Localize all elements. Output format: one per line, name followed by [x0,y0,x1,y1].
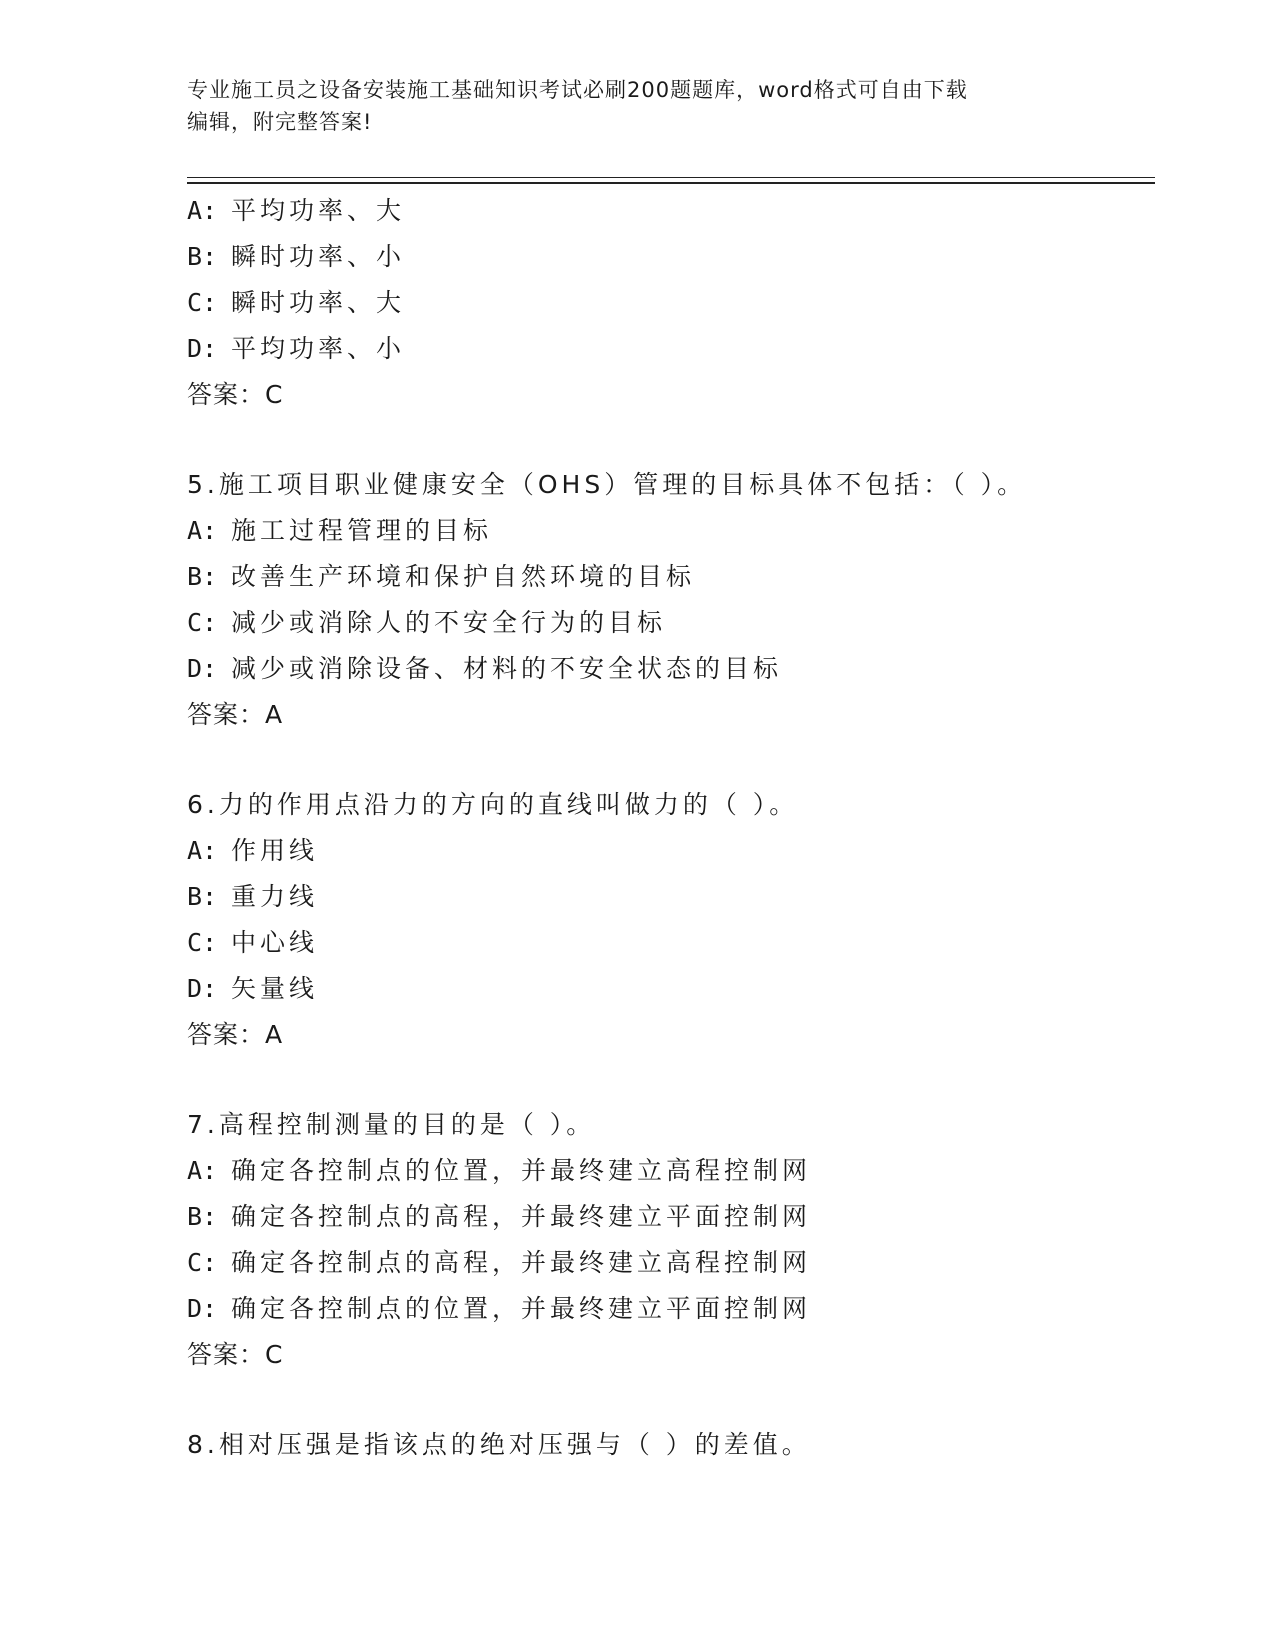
option-d [187,326,1147,372]
option-text: 矢量线 [231,974,319,1003]
option-c [187,280,1147,326]
option-c [187,600,1147,646]
option-key: D: [187,334,218,363]
option-text: 施工过程管理的目标 [231,516,493,545]
document-header [187,74,1087,138]
option-key: B: [187,882,218,911]
option-key: C: [187,928,218,957]
option-text: 瞬时功率、大 [231,288,406,317]
option-b [187,874,1147,920]
question-list [187,188,1147,1468]
option-c [187,920,1147,966]
option-text: 平均功率、小 [231,334,406,363]
option-key: A: [187,196,218,225]
option-key: B: [187,562,218,591]
option-d [187,1286,1147,1332]
option-key: D: [187,654,218,683]
option-key: B: [187,1202,218,1231]
option-d [187,966,1147,1012]
answer-line: 答案：C [187,1340,284,1369]
option-a [187,828,1147,874]
header-title-line1: 专业施工员之设备安装施工基础知识考试必刷200题题库，word格式可自由下载 [187,78,968,102]
option-key: A: [187,516,218,545]
option-text: 瞬时功率、小 [231,242,406,271]
question-text: 8.相对压强是指该点的绝对压强与（ ）的差值。 [187,1430,811,1459]
option-key: C: [187,288,218,317]
option-text: 减少或消除设备、材料的不安全状态的目标 [231,654,783,683]
option-text: 减少或消除人的不安全行为的目标 [231,608,667,637]
question-text: 7.高程控制测量的目的是（ ）。 [187,1110,596,1139]
option-key: D: [187,974,218,1003]
option-c [187,1240,1147,1286]
option-key: A: [187,836,218,865]
option-text: 确定各控制点的位置，并最终建立平面控制网 [231,1294,812,1323]
option-text: 作用线 [231,836,319,865]
option-key: C: [187,608,218,637]
option-text: 平均功率、大 [231,196,406,225]
option-text: 确定各控制点的位置，并最终建立高程控制网 [231,1156,812,1185]
question-text: 6.力的作用点沿力的方向的直线叫做力的（ ）。 [187,790,799,819]
header-title-line2: 编辑，附完整答案! [187,110,373,134]
option-key: B: [187,242,218,271]
option-a [187,188,1147,234]
option-b [187,1194,1147,1240]
option-text: 确定各控制点的高程，并最终建立平面控制网 [231,1202,812,1231]
question-block-4 [187,188,1147,418]
option-b [187,234,1147,280]
answer-line: 答案：A [187,1020,284,1049]
option-b [187,554,1147,600]
option-key: C: [187,1248,218,1277]
option-text: 确定各控制点的高程，并最终建立高程控制网 [231,1248,812,1277]
answer-line: 答案：C [187,380,284,409]
question-block-6 [187,782,1147,1058]
option-key: D: [187,1294,218,1323]
question-block-8 [187,1422,1147,1468]
option-d [187,646,1147,692]
header-divider-thin [187,177,1155,178]
option-text: 重力线 [231,882,319,911]
option-text: 中心线 [231,928,319,957]
question-block-7 [187,1102,1147,1378]
answer-line: 答案：A [187,700,284,729]
question-text: 5.施工项目职业健康安全（OHS）管理的目标具体不包括：（ ）。 [187,470,1027,499]
question-block-5 [187,462,1147,738]
option-key: A: [187,1156,218,1185]
option-text: 改善生产环境和保护自然环境的目标 [231,562,696,591]
option-a [187,508,1147,554]
option-a [187,1148,1147,1194]
header-divider-thick [187,182,1155,184]
